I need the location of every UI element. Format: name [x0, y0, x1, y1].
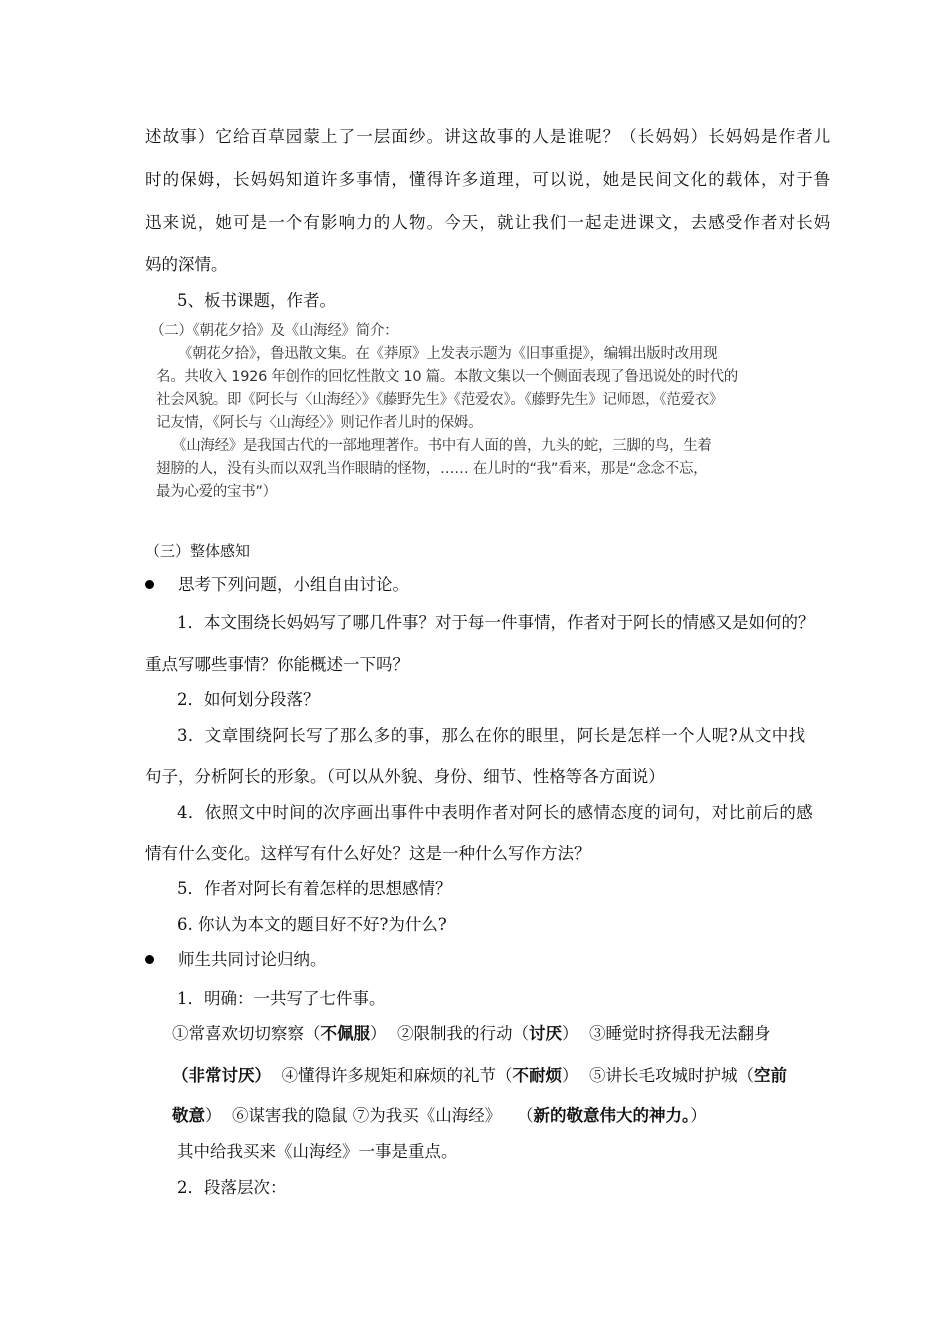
event-7-close: ） — [690, 1106, 707, 1125]
paragraph-line: 迅来说，她可是一个有影响力的人物。今天，就让我们一起走进课文，去感受作者对长妈 — [145, 213, 832, 232]
event-5: ⑤讲长毛攻城时护城（ — [589, 1066, 754, 1085]
excerpt-heading: （二）《朝花夕拾》及《山海经》简介： — [150, 323, 399, 339]
question-line: 5．作者对阿长有着怎样的思想感情？ — [177, 879, 452, 898]
excerpt-line: 《山海经》是我国古代的一部地理著作。书中有人面的兽，九头的蛇，三脚的鸟，生着 — [172, 438, 712, 454]
question-line: 6. 你认为本文的题目好不好?为什么? — [177, 915, 447, 934]
excerpt-line: 最为心爱的宝书”） — [156, 484, 277, 500]
question-line: 重点写哪些事情？你能概述一下吗？ — [145, 655, 409, 674]
paragraph-line: 时的保姆，长妈妈知道许多事情，懂得许多道理，可以说，她是民间文化的载体，对于鲁 — [145, 170, 832, 189]
question-line: 句子，分析阿长的形象。（可以从外貌、身份、细节、性格等各方面说） — [145, 767, 665, 786]
bullet-text: 思考下列问题，小组自由讨论。 — [178, 575, 409, 594]
bullet-text: 师生共同讨论归纳。 — [178, 950, 327, 969]
question-line: 4．依照文中时间的次序画出事件中表明作者对阿长的感情态度的词句，对比前后的感 — [177, 803, 814, 822]
excerpt-line: 翅膀的人，没有头而以双乳当作眼睛的怪物，…… 在儿时的“我”看来，那是“念念不忘， — [156, 461, 708, 477]
event-7-attitude: 新的敬意伟大的神力。 — [533, 1106, 691, 1125]
excerpt-line: 《朝花夕拾》，鲁迅散文集。在《莽原》上发表示题为《旧事重提》，编辑出版时改用现 — [178, 346, 718, 362]
events-line — [172, 1106, 707, 1126]
emphasis-line: 其中给我买来《山海经》一事是重点。 — [177, 1142, 458, 1161]
event-5-attitude-cont: 敬意 — [172, 1106, 205, 1125]
answer-line: 2．段落层次： — [177, 1178, 287, 1197]
event-3-attitude: （非常讨厌） — [172, 1066, 271, 1085]
question-line: 3．文章围绕阿长写了那么多的事，那么在你的眼里，阿长是怎样一个人呢?从文中找 — [177, 726, 806, 745]
event-1: ①常喜欢切切察察（ — [172, 1024, 321, 1043]
events-line — [172, 1066, 787, 1086]
event-4: ④懂得许多规矩和麻烦的礼节（ — [281, 1066, 513, 1085]
event-6: ⑥谋害我的隐鼠 — [232, 1106, 348, 1125]
event-4-attitude: 不耐烦 — [512, 1066, 562, 1085]
event-1-attitude: 不佩服 — [320, 1024, 370, 1043]
event-5-close: ） — [205, 1106, 222, 1125]
section-heading: （三）整体感知 — [145, 542, 251, 560]
event-7: ⑦为我买《山海经》 — [352, 1106, 502, 1125]
event-3: ③睡觉时挤得我无法翻身 — [589, 1024, 771, 1043]
bullet-icon — [145, 580, 154, 589]
event-2-attitude: 讨厌 — [529, 1024, 562, 1043]
question-line: 情有什么变化。这样写有什么好处？这是一种什么写作方法？ — [145, 844, 591, 863]
question-line: 1．本文围绕长妈妈写了哪几件事？对于每一件事情，作者对于阿长的情感又是如何的？ — [177, 613, 815, 632]
event-7-open: （ — [517, 1106, 534, 1125]
paragraph-line: 述故事）它给百草园蒙上了一层面纱。讲这故事的人是谁呢？（长妈妈）长妈妈是作者儿 — [145, 127, 832, 146]
excerpt-line: 记友情，《阿长与〈山海经〉》则记作者儿时的保姆。 — [156, 415, 483, 431]
event-1-close: ） — [370, 1024, 387, 1043]
bullet-icon — [145, 955, 154, 964]
step-heading: 5、板书课题，作者。 — [177, 291, 336, 310]
events-line — [172, 1024, 771, 1044]
event-2: ②限制我的行动（ — [397, 1024, 529, 1043]
excerpt-line: 社会风貌。即《阿长与〈山海经〉》《藤野先生》《范爱农》。《藤野先生》记师恩，《范爱衣》 — [156, 392, 724, 408]
event-5-attitude: 空前 — [754, 1066, 787, 1085]
event-4-close: ） — [562, 1066, 579, 1085]
event-2-close: ） — [562, 1024, 579, 1043]
answer-line: 1．明确：一共写了七件事。 — [177, 989, 386, 1008]
excerpt-line: 名。共收入 1926 年创作的回忆性散文 10 篇。本散文集以一个侧面表现了鲁迅说处的时代的 — [156, 369, 738, 385]
question-line: 2．如何划分段落？ — [177, 690, 320, 709]
paragraph-line: 妈的深情。 — [145, 255, 228, 274]
